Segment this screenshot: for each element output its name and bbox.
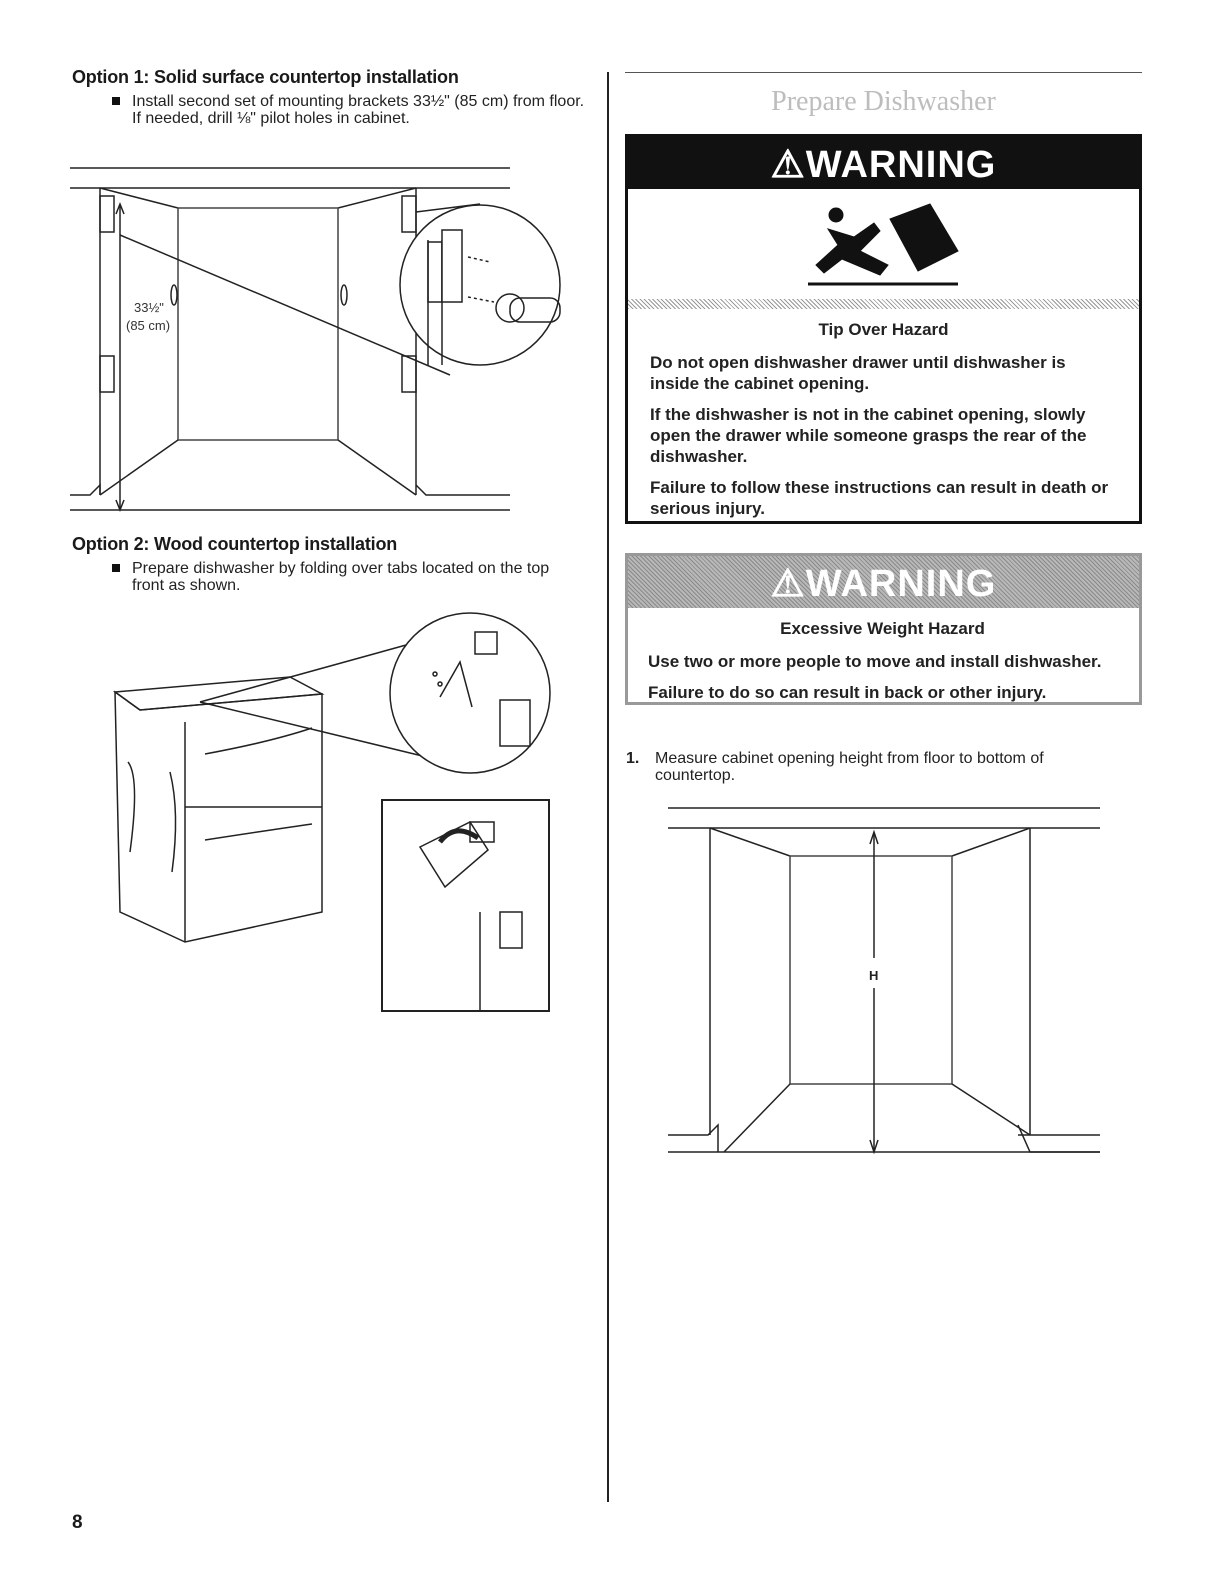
option1-bullet-text: Install second set of mounting brackets 33½" (85 cm) from floor. If needed, drill ⅛" pilot holes in cabinet.: [132, 93, 585, 127]
dimension-cm: (85 cm): [126, 318, 171, 333]
warning-triangle-icon: ⚠: [770, 563, 806, 605]
option2-heading: Option 2: Wood countertop installation: [72, 534, 398, 554]
warning-body: [628, 608, 1139, 703]
warning-paragraph: Failure to follow these instructions can result in death or serious injury.: [650, 478, 1109, 518]
page-number: 8: [72, 1512, 83, 1533]
column-divider: [607, 72, 609, 1502]
height-label: H: [869, 968, 879, 983]
warning-body: [628, 309, 1139, 519]
warning-paragraph: Failure to do so can result in back or other injury.: [648, 683, 1047, 702]
bullet-marker: [112, 564, 120, 572]
fold-tabs-figure: [100, 612, 560, 1017]
step-number: 1.: [626, 750, 640, 767]
tip-over-pictogram: [628, 189, 1139, 299]
warning-header: ⚠WARNING: [628, 556, 1139, 608]
option2-bullet-text: Prepare dishwasher by folding over tabs located on the top front as shown.: [132, 560, 550, 594]
warning-triangle-icon: ⚠: [770, 144, 806, 186]
cabinet-height-figure: [668, 800, 1103, 1160]
tip-over-warning-box: [625, 134, 1142, 524]
warning-paragraph: Use two or more people to move and install dishwasher.: [648, 652, 1102, 671]
warning-header: ⚠WARNING: [628, 137, 1139, 189]
option1-heading: Option 1: Solid surface countertop installation: [72, 67, 459, 87]
tip-over-hazard-icon: [628, 189, 1139, 299]
bullet-marker: [112, 97, 120, 105]
section-title: Prepare Dishwasher: [771, 86, 996, 117]
dimension-inches: 33½": [134, 300, 164, 315]
step-text: Measure cabinet opening height from floor to bottom of countertop.: [655, 750, 1044, 784]
bracket-installation-figure: [70, 160, 590, 520]
warning-paragraph: Do not open dishwasher drawer until dishwasher is inside the cabinet opening.: [650, 353, 1066, 393]
warning-title: Tip Over Hazard: [818, 320, 949, 339]
warning-title: Excessive Weight Hazard: [780, 619, 985, 638]
weight-warning-box: [625, 553, 1142, 705]
section-rule: [625, 72, 1142, 73]
warning-paragraph: If the dishwasher is not in the cabinet opening, slowly open the drawer while someone grasps the rear of the dishwasher.: [650, 405, 1087, 466]
